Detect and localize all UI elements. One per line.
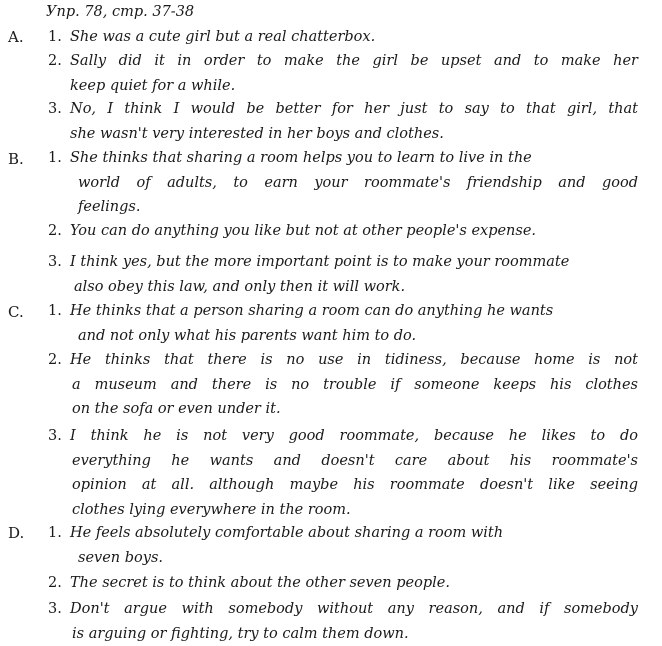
- section-letter-c: C.: [8, 302, 24, 322]
- answer-line: opinion at all. although maybe his roommate doesn't like seeing: [48, 473, 638, 498]
- answer-b-3: [48, 250, 638, 299]
- item-number: 2.: [48, 49, 70, 74]
- answer-line: world of adults, to earn your roommate's friendship and good: [48, 171, 638, 196]
- answer-line: keep quiet for a while.: [48, 74, 638, 99]
- answer-line: She thinks that sharing a room helps you to learn to live in the: [70, 150, 532, 166]
- item-number: 3.: [48, 250, 70, 275]
- answer-line: Sally did it in order to make the girl be upset and to make her: [70, 53, 638, 69]
- answer-line: feelings.: [48, 195, 638, 220]
- item-number: 1.: [48, 25, 70, 50]
- answer-line-group: [48, 49, 638, 74]
- answer-c-2: [48, 348, 638, 422]
- section-letter-a: A.: [8, 27, 24, 47]
- answer-line: He feels absolutely comfortable about sharing a room with: [70, 525, 503, 541]
- answer-d-3: [48, 597, 638, 646]
- answer-line: I think he is not very good roommate, because he likes to do: [70, 428, 638, 444]
- answer-b-2: [48, 219, 638, 244]
- answer-line-group: [48, 521, 638, 546]
- answer-line: also obey this law, and only then it will work.: [48, 275, 638, 300]
- answer-line: He thinks that a person sharing a room can do anything he wants: [70, 303, 553, 319]
- exercise-header: Упр. 78, стр. 37-38: [46, 2, 194, 22]
- item-number: 1.: [48, 146, 70, 171]
- answer-line: clothes lying everywhere in the room.: [48, 498, 638, 523]
- answer-line: is arguing or fighting, try to calm them down.: [48, 622, 638, 646]
- item-number: 2.: [48, 571, 70, 596]
- answer-d-2: [48, 571, 638, 596]
- answer-line-group: [48, 348, 638, 373]
- answer-line: No, I think I would be better for her just to say to that girl, that: [70, 101, 638, 117]
- answer-a-1: [48, 25, 638, 50]
- answer-line: I think yes, but the more important point is to make your roommate: [70, 254, 569, 270]
- answer-line: The secret is to think about the other seven people.: [70, 575, 450, 591]
- answer-a-2: [48, 49, 638, 98]
- answer-line: she wasn't very interested in her boys and clothes.: [48, 122, 638, 147]
- answer-line-group: [48, 250, 638, 275]
- answer-c-3: [48, 424, 638, 522]
- answer-b-1: [48, 146, 638, 220]
- item-number: 3.: [48, 97, 70, 122]
- answer-a-3: [48, 97, 638, 146]
- answer-d-1: [48, 521, 638, 570]
- answer-line-group: [48, 97, 638, 122]
- answer-line-group: [48, 299, 638, 324]
- answer-line: He thinks that there is no use in tidiness, because home is not: [70, 352, 638, 368]
- section-letter-d: D.: [8, 523, 24, 543]
- item-number: 3.: [48, 424, 70, 449]
- answer-line: You can do anything you like but not at other people's expense.: [70, 223, 536, 239]
- answer-line: a museum and there is no trouble if someone keeps his clothes: [48, 373, 638, 398]
- answer-line-group: [48, 146, 638, 171]
- answer-line: everything he wants and doesn't care about his roommate's: [48, 449, 638, 474]
- item-number: 1.: [48, 521, 70, 546]
- answer-line: seven boys.: [48, 546, 638, 571]
- item-number: 2.: [48, 219, 70, 244]
- answer-line: and not only what his parents want him to do.: [48, 324, 638, 349]
- answer-line: Don't argue with somebody without any reason, and if somebody: [70, 601, 638, 617]
- section-letter-b: B.: [8, 149, 24, 169]
- answer-line-group: [48, 597, 638, 622]
- answer-line-group: [48, 424, 638, 449]
- answer-line: She was a cute girl but a real chatterbox.: [70, 29, 375, 45]
- item-number: 3.: [48, 597, 70, 622]
- answer-line: on the sofa or even under it.: [48, 397, 638, 422]
- answer-c-1: [48, 299, 638, 348]
- item-number: 2.: [48, 348, 70, 373]
- item-number: 1.: [48, 299, 70, 324]
